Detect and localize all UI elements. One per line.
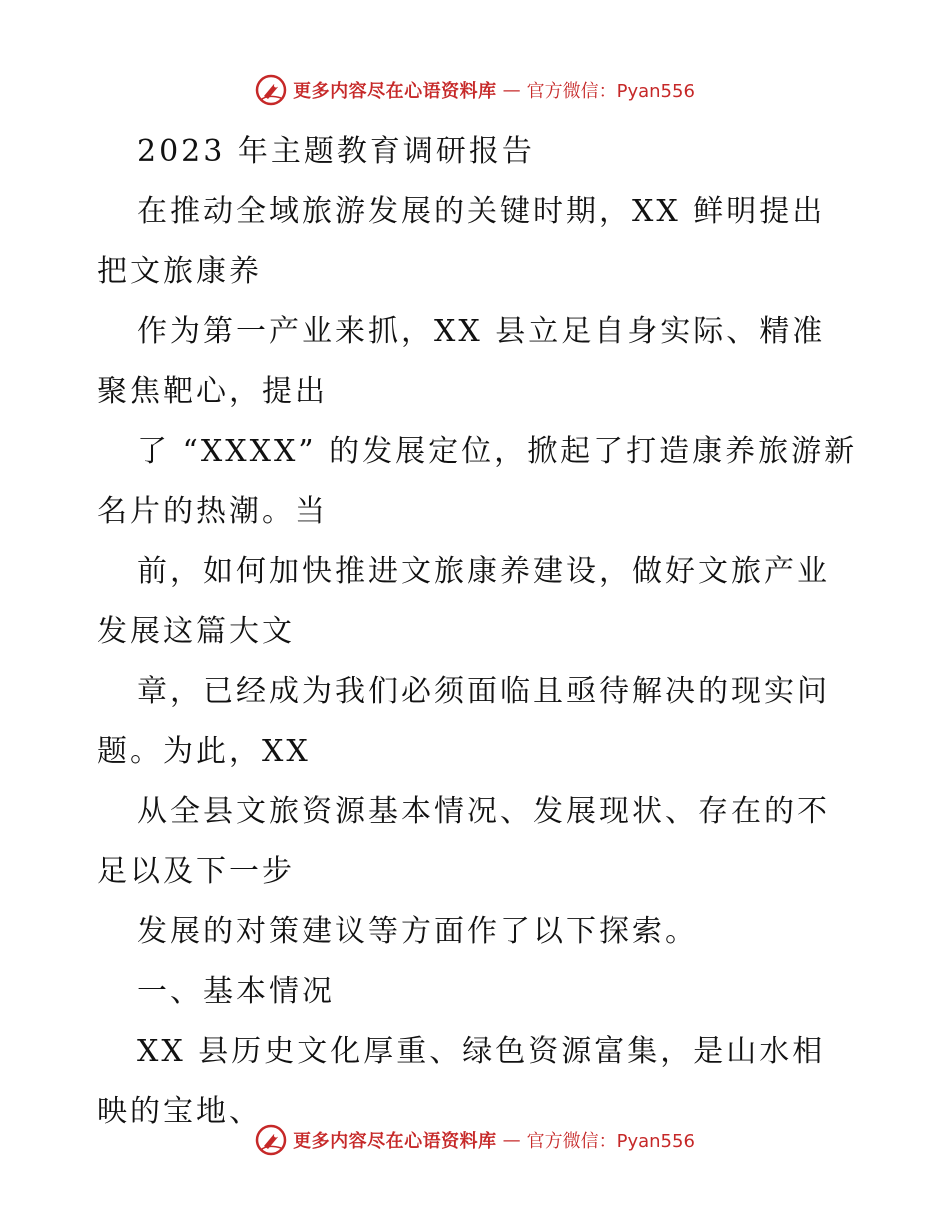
text-line: 章，已经成为我们必须面临且亟待解决的现实问	[137, 674, 830, 709]
document-title: 2023 年主题教育调研报告	[137, 134, 535, 169]
text-line: 作为第一产业来抓，XX 县立足自身实际、精准	[137, 314, 826, 349]
document-body	[97, 122, 877, 1142]
header-watermark	[0, 70, 950, 110]
text-line: 了 “XXXX” 的发展定位，掀起了打造康养旅游新	[137, 434, 858, 469]
footer-watermark	[0, 1120, 950, 1160]
text-line: 发展的对策建议等方面作了以下探索。	[137, 914, 698, 949]
text-line: 在推动全域旅游发展的关键时期，XX 鲜明提出	[137, 194, 826, 229]
pen-nib-logo-icon	[255, 74, 287, 106]
watermark-separator: —	[502, 1129, 521, 1151]
watermark-text: 更多内容尽在心语资料库	[293, 1131, 497, 1152]
watermark-wechat: 官方微信：Pyan556	[526, 81, 695, 102]
watermark-wechat: 官方微信：Pyan556	[526, 1131, 695, 1152]
text-line: 聚焦靶心，提出	[97, 374, 328, 409]
text-line: 前，如何加快推进文旅康养建设，做好文旅产业	[137, 554, 830, 589]
text-line: 映的宝地、	[97, 1094, 262, 1129]
watermark-separator: —	[502, 79, 521, 101]
text-line: 把文旅康养	[97, 254, 262, 289]
pen-nib-logo-icon	[255, 1124, 287, 1156]
watermark-text: 更多内容尽在心语资料库	[293, 81, 497, 102]
section-heading: 一、基本情况	[137, 974, 335, 1009]
text-line: 从全县文旅资源基本情况、发展现状、存在的不	[137, 794, 830, 829]
text-line: 发展这篇大文	[97, 614, 295, 649]
text-line: 名片的热潮。当	[97, 494, 328, 529]
text-line: XX 县历史文化厚重、绿色资源富集，是山水相	[137, 1034, 826, 1069]
text-line: 足以及下一步	[97, 854, 295, 889]
text-line: 题。为此，XX	[97, 734, 311, 769]
